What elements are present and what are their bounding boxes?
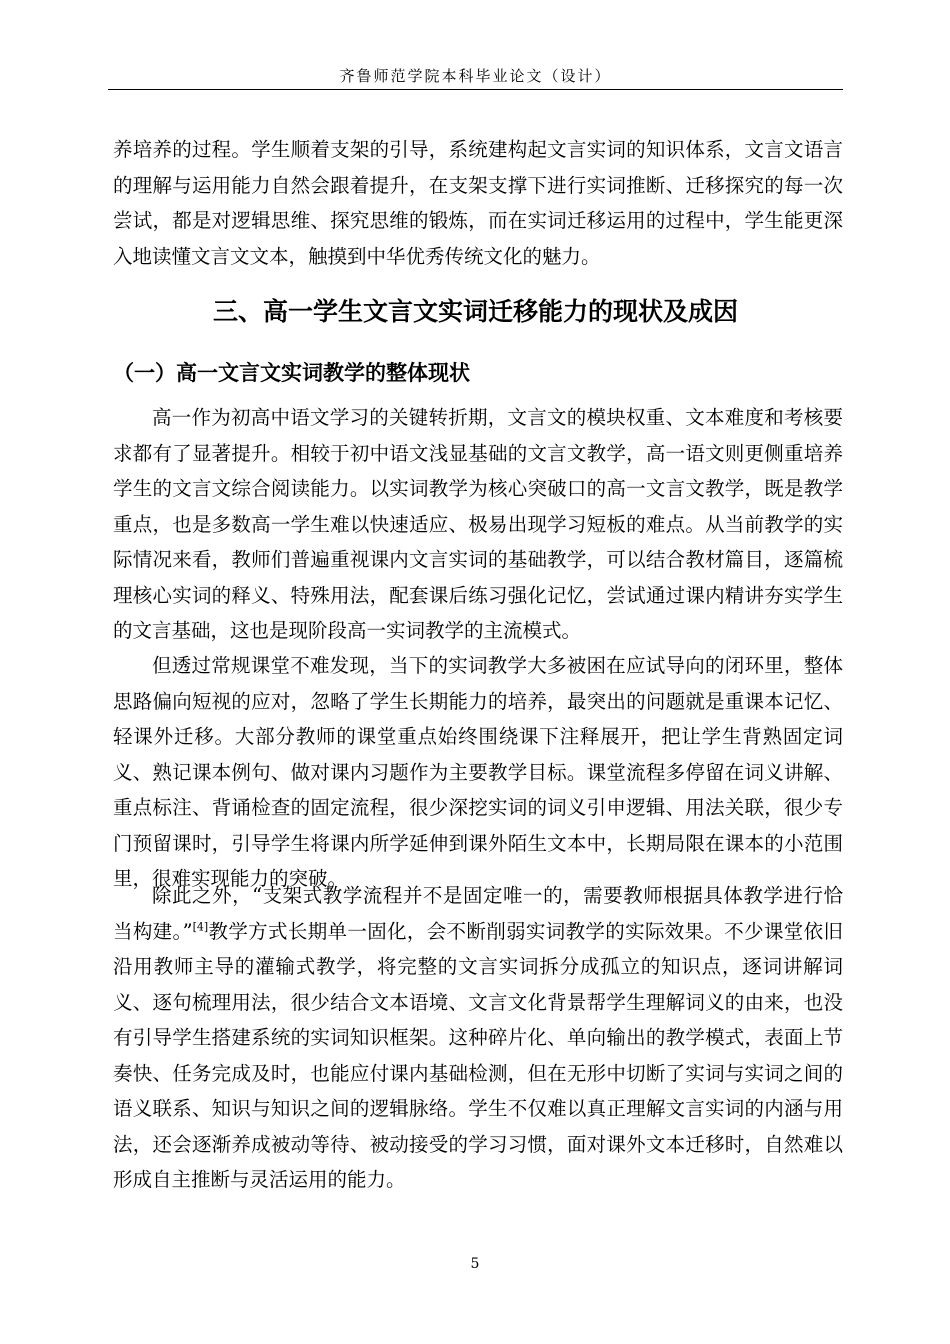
paragraph-1: 高一作为初高中语文学习的关键转折期，文言文的模块权重、文本难度和考核要求都有了显著提升。相较于初中语文浅显基础的文言文教学，高一语文则更侧重培养学生的文言文综合阅读能力。以实词教学为核心突破口的高一文言文教学，既是教学重点，也是多数高一学生难以快速适应、极易出现学习短板的难点。从当前教学的实际情况来看，教师们普遍重视课内文言实词的基础教学，可以结合教材篇目，逐篇梳理核心实词的释义、特殊用法，配套课后练习强化记忆，尝试通过课内精讲夯实学生的文言基础，这也是现阶段高一实词教学的主流模式。 xyxy=(113,406,843,642)
section-heading: 三、高一学生文言文实词迁移能力的现状及成因 xyxy=(212,297,738,326)
paragraph-2: 但透过常规课堂不难发现，当下的实词教学大多被困在应试导向的闭环里，整体思路偏向短视的应对，忽略了学生长期能力的培养，最突出的问题就是重课本记忆、轻课外迁移。大部分教师的课堂重点始终围绕课下注释展开，把让学生背熟固定词义、熟记课本例句、做对课内习题作为主要教学目标。课堂流程多停留在词义讲解、重点标注、背诵检查的固定流程，很少深挖实词的词义引申逻辑、用法关联，很少专门预留课时，引导学生将课内所学延伸到课外陌生文本中，长期局限在课本的小范围里，很难实现能力的突破。 xyxy=(113,654,843,890)
citation-marker: [4] xyxy=(192,920,209,933)
paragraph-3 xyxy=(113,878,843,1198)
header-divider xyxy=(108,89,843,90)
page-number: 5 xyxy=(470,1256,480,1272)
running-header: 齐鲁师范学院本科毕业论文（设计） xyxy=(339,67,612,85)
paragraph-3-rest: 教学方式长期单一固化，会不断削弱实词教学的实际效果。不少课堂依旧沿用教师主导的灌输式教学，将完整的文言实词拆分成孤立的知识点，逐词讲解词义、逐句梳理用法，很少结合文本语境、文言文化背景帮学生理解词义的由来，也没有引导学生搭建系统的实词知识框架。这种碎片化、单向输出的教学模式，表面上节奏快、任务完成及时，也能应付课内基础检测，但在无形中切断了实词与实词之间的语义联系、知识与知识之间的逻辑脉络。学生不仅难以真正理解文言实词的内涵与用法，还会逐渐养成被动等待、被动接受的学习习惯，面对课外文本迁移时，自然难以形成自主推断与灵活运用的能力。 xyxy=(113,919,843,1191)
subsection-heading: （一）高一文言文实词教学的整体现状 xyxy=(113,361,470,385)
paragraph-3-quote: 除此之外，“支架式教学流程并不是固定唯一的，需要教师根据具体教学进行恰当构建。” xyxy=(113,884,843,943)
paragraph-continuation: 养培养的过程。学生顺着支架的引导，系统建构起文言实词的知识体系，文言文语言的理解与运用能力自然会跟着提升，在支架支撑下进行实词推断、迁移探究的每一次尝试，都是对逻辑思维、探究思维的锻炼，而在实词迁移运用的过程中，学生能更深入地读懂文言文文本，触摸到中华优秀传统文化的魅力。 xyxy=(113,138,843,268)
